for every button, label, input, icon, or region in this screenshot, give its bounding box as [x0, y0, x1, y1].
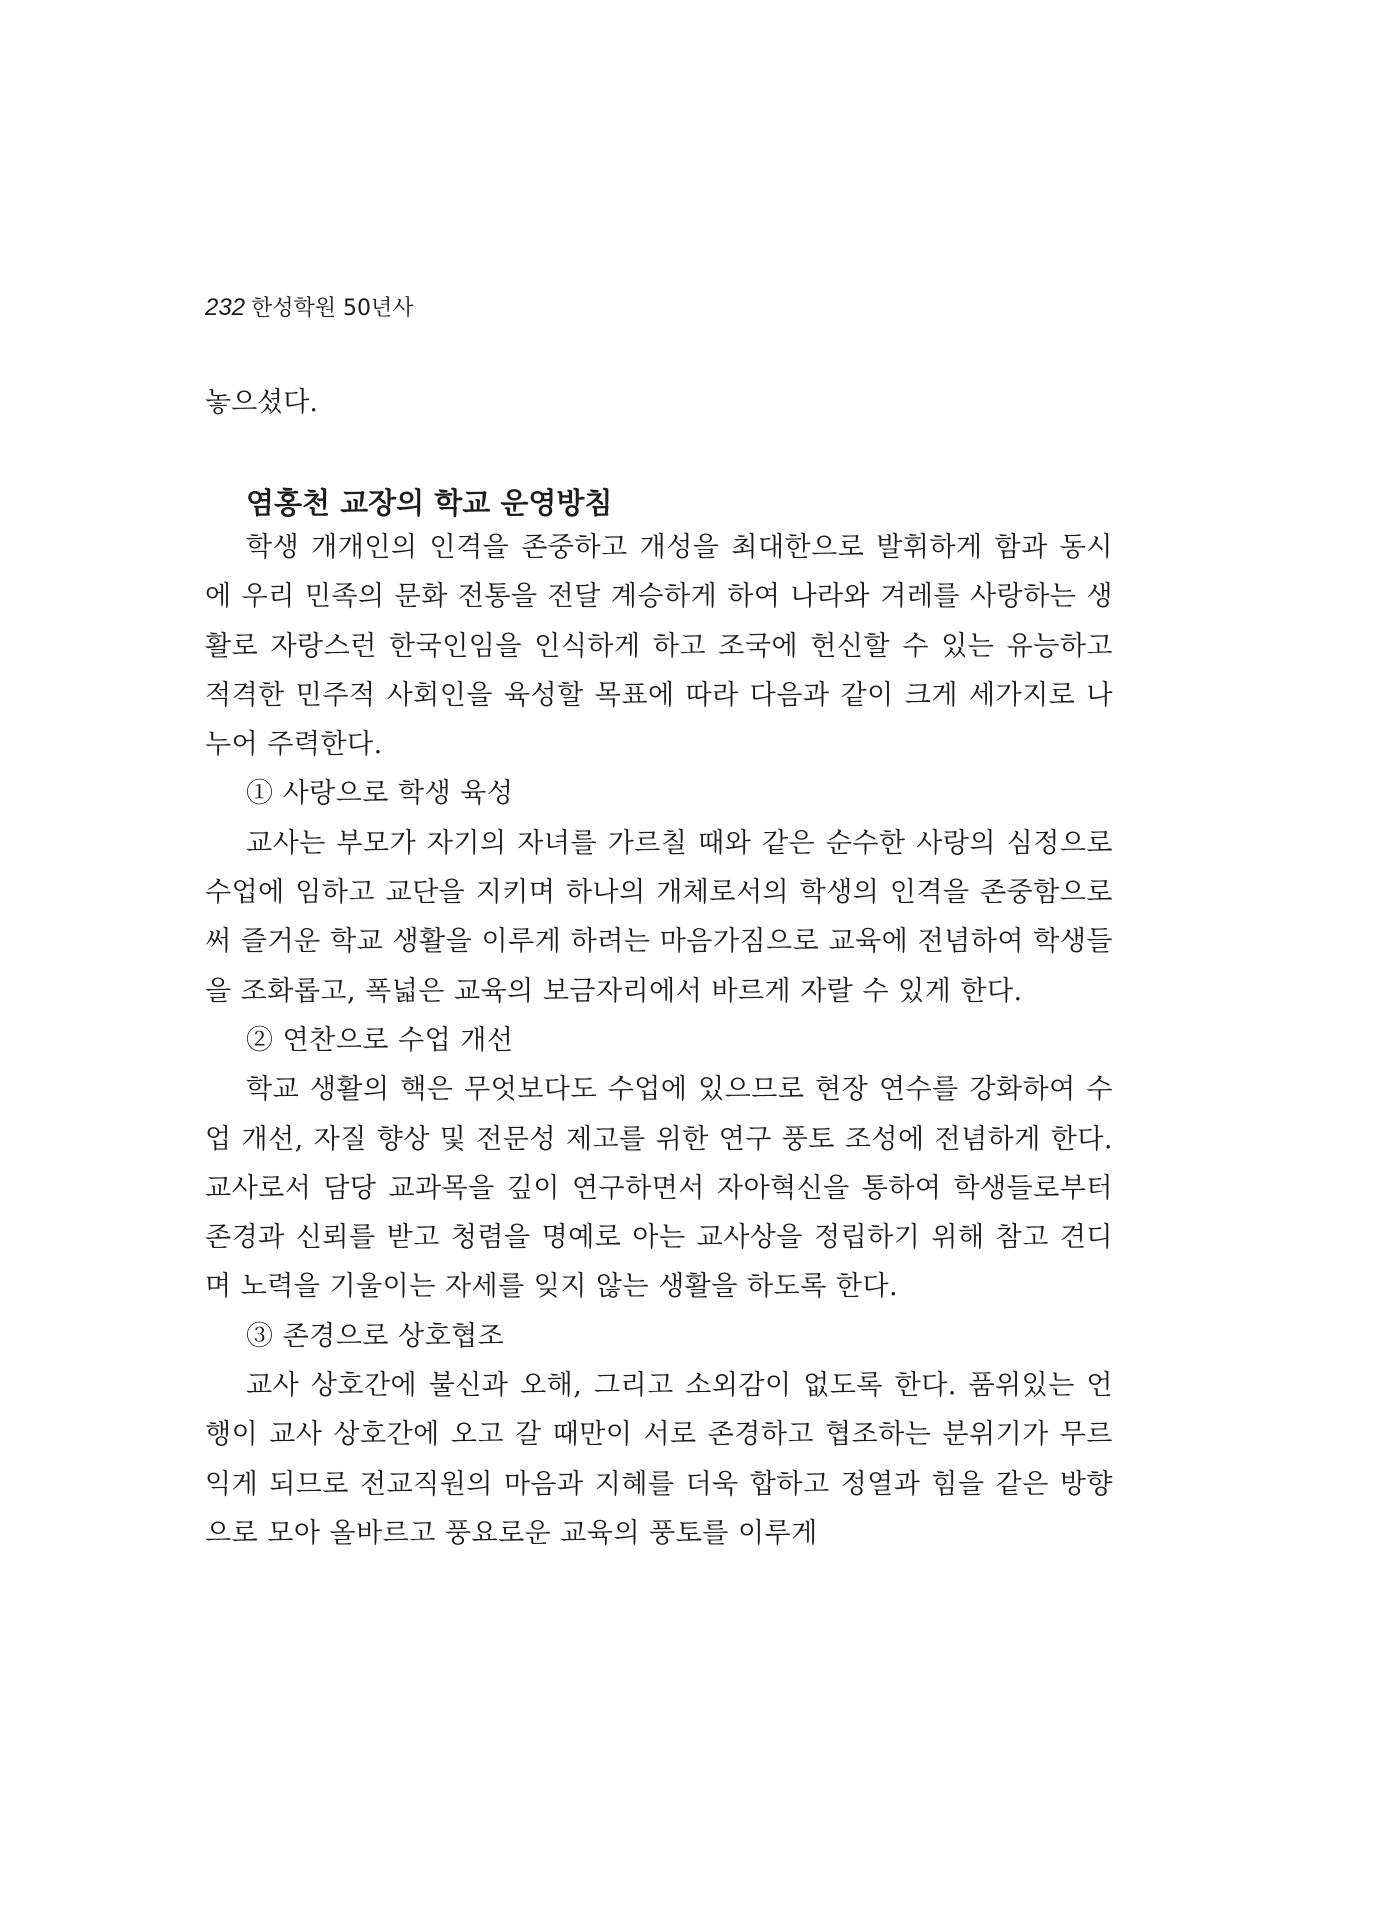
- item-heading-love: ① 사랑으로 학생 육성: [246, 778, 514, 810]
- page-number: 232: [205, 294, 246, 321]
- section-heading: 염홍천 교장의 학교 운영방침: [246, 486, 613, 520]
- item-paragraph-respect: 교사 상호간에 불신과 오해, 그리고 소외감이 없도록 한다. 품위있는 언행이 교사 상호간에 오고 갈 때만이 서로 존경하고 협조하는 분위기가 무르익게 되므로 전교직원의 마음과 지혜를 더욱 합하고 정열과 힘을 같은 방향으로 모아 올바르고 풍요로운 교육의 풍토를 이루게: [205, 1370, 1113, 1549]
- running-header: [205, 292, 414, 325]
- item-paragraph-study: 학교 생활의 핵은 무엇보다도 수업에 있으므로 현장 연수를 강화하여 수업 개선, 자질 향상 및 전문성 제고를 위한 연구 풍토 조성에 전념하게 한다. 교사로서 담당 교과목을 깊이 연구하면서 자아혁신을 통하여 학생들로부터 존경과 신뢰를 받고 청렴을 명예로 아는 교사상을 정립하기 위해 참고 견디며 노력을 기울이는 자세를 잊지 않는 생활을 하도록 한다.: [205, 1074, 1113, 1303]
- continuation-text: 놓으셨다.: [205, 387, 318, 418]
- item-heading-respect: ③ 존경으로 상호협조: [246, 1320, 505, 1352]
- item-heading-study: ② 연찬으로 수업 개선: [246, 1024, 514, 1056]
- section-body: [205, 523, 1113, 1558]
- intro-paragraph: 학생 개개인의 인격을 존중하고 개성을 최대한으로 발휘하게 함과 동시에 우리 민족의 문화 전통을 전달 계승하게 하여 나라와 겨레를 사랑하는 생활로 자랑스런 한국인임을 인식하게 하고 조국에 헌신할 수 있는 유능하고 적격한 민주적 사회인을 육성할 목표에 따라 다음과 같이 크게 세가지로 나누어 주력한다.: [205, 532, 1113, 761]
- book-title: 한성학원 50년사: [251, 296, 414, 321]
- item-paragraph-love: 교사는 부모가 자기의 자녀를 가르칠 때와 같은 순수한 사랑의 심정으로 수업에 임하고 교단을 지키며 하나의 개체로서의 학생의 인격을 존중함으로써 즐거운 학교 생활을 이루게 하려는 마음가짐으로 교육에 전념하여 학생들을 조화롭고, 폭넓은 교육의 보금자리에서 바르게 자랄 수 있게 한다.: [205, 827, 1113, 1007]
